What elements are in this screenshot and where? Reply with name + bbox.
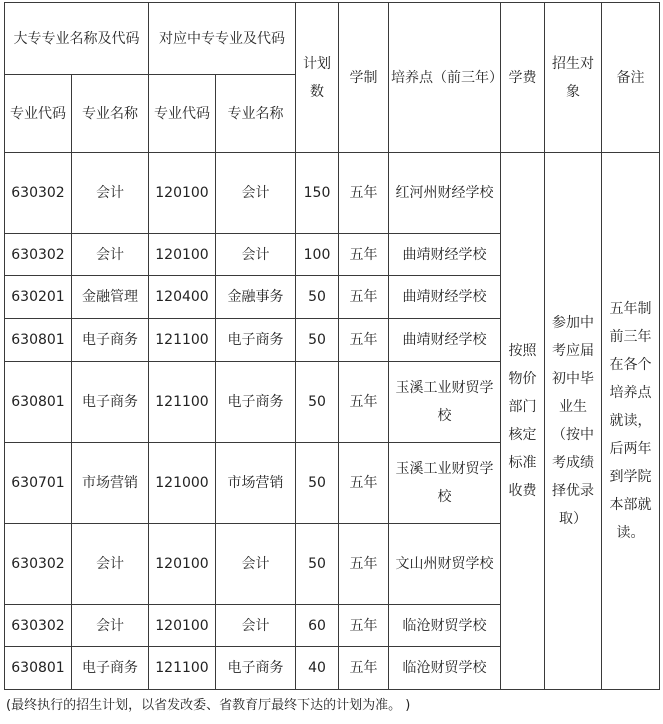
count-cell: 50 — [296, 362, 339, 443]
header-dazhuan: 大专专业名称及代码 — [5, 3, 149, 75]
duration-cell: 五年 — [339, 362, 389, 443]
count-cell: 50 — [296, 524, 339, 605]
header-fee: 学费 — [501, 3, 545, 153]
school-cell: 临沧财贸学校 — [389, 647, 501, 690]
dz-name-cell: 会计 — [72, 605, 149, 647]
enrollment-plan-table — [4, 2, 660, 690]
zz-name-cell: 会计 — [216, 234, 296, 276]
school-cell: 曲靖财经学校 — [389, 276, 501, 319]
duration-cell: 五年 — [339, 234, 389, 276]
header-plan-count: 计划数 — [296, 3, 339, 153]
dz-code-cell: 630701 — [5, 443, 72, 524]
zz-code-cell: 120400 — [149, 276, 216, 319]
header-school: 培养点（前三年） — [389, 3, 501, 153]
dz-code-cell: 630801 — [5, 647, 72, 690]
duration-cell: 五年 — [339, 524, 389, 605]
zz-name-cell: 会计 — [216, 153, 296, 234]
dz-code-cell: 630302 — [5, 605, 72, 647]
dz-name-cell: 会计 — [72, 524, 149, 605]
zz-code-cell: 120100 — [149, 153, 216, 234]
zz-code-cell: 121100 — [149, 362, 216, 443]
zz-name-cell: 电子商务 — [216, 647, 296, 690]
zz-code-cell: 120100 — [149, 524, 216, 605]
school-cell: 曲靖财经学校 — [389, 319, 501, 362]
dz-name-cell: 会计 — [72, 234, 149, 276]
zz-code-cell: 121100 — [149, 647, 216, 690]
remark-cell: 五年制前三年在各个培养点就读，后两年到学院本部就读。 — [602, 153, 660, 690]
target-cell: 参加中考应届初中毕业生（按中考成绩择优录取） — [545, 153, 602, 690]
dz-code-cell: 630201 — [5, 276, 72, 319]
dz-name-cell: 市场营销 — [72, 443, 149, 524]
zz-code-cell: 121100 — [149, 319, 216, 362]
dz-code-cell: 630302 — [5, 524, 72, 605]
dz-name-cell: 金融管理 — [72, 276, 149, 319]
header-zz-name: 专业名称 — [216, 75, 296, 153]
footnote: (最终执行的招生计划，以省发改委、省教育厅最终下达的计划为准。 ) — [6, 698, 411, 713]
zz-code-cell: 120100 — [149, 234, 216, 276]
count-cell: 150 — [296, 153, 339, 234]
duration-cell: 五年 — [339, 443, 389, 524]
zz-name-cell: 电子商务 — [216, 362, 296, 443]
count-cell: 40 — [296, 647, 339, 690]
header-duration: 学制 — [339, 3, 389, 153]
zz-name-cell: 市场营销 — [216, 443, 296, 524]
count-cell: 60 — [296, 605, 339, 647]
school-cell: 文山州财贸学校 — [389, 524, 501, 605]
school-cell: 曲靖财经学校 — [389, 234, 501, 276]
duration-cell: 五年 — [339, 276, 389, 319]
header-remark: 备注 — [602, 3, 660, 153]
zz-name-cell: 会计 — [216, 524, 296, 605]
zz-name-cell: 会计 — [216, 605, 296, 647]
school-cell: 红河州财经学校 — [389, 153, 501, 234]
header-zz-code: 专业代码 — [149, 75, 216, 153]
count-cell: 100 — [296, 234, 339, 276]
school-cell: 临沧财贸学校 — [389, 605, 501, 647]
duration-cell: 五年 — [339, 153, 389, 234]
fee-cell: 按照物价部门核定标准收费 — [501, 153, 545, 690]
dz-code-cell: 630801 — [5, 319, 72, 362]
duration-cell: 五年 — [339, 319, 389, 362]
dz-code-cell: 630801 — [5, 362, 72, 443]
dz-code-cell: 630302 — [5, 234, 72, 276]
dz-code-cell: 630302 — [5, 153, 72, 234]
dz-name-cell: 会计 — [72, 153, 149, 234]
header-target: 招生对象 — [545, 3, 602, 153]
header-row-1 — [5, 3, 660, 75]
school-cell: 玉溪工业财贸学校 — [389, 362, 501, 443]
dz-name-cell: 电子商务 — [72, 319, 149, 362]
zz-code-cell: 120100 — [149, 605, 216, 647]
table-row — [5, 153, 660, 234]
zz-name-cell: 电子商务 — [216, 319, 296, 362]
count-cell: 50 — [296, 319, 339, 362]
duration-cell: 五年 — [339, 605, 389, 647]
school-cell: 玉溪工业财贸学校 — [389, 443, 501, 524]
header-zhongzhuan: 对应中专专业及代码 — [149, 3, 296, 75]
duration-cell: 五年 — [339, 647, 389, 690]
count-cell: 50 — [296, 276, 339, 319]
dz-name-cell: 电子商务 — [72, 362, 149, 443]
header-dz-code: 专业代码 — [5, 75, 72, 153]
count-cell: 50 — [296, 443, 339, 524]
dz-name-cell: 电子商务 — [72, 647, 149, 690]
zz-name-cell: 金融事务 — [216, 276, 296, 319]
header-dz-name: 专业名称 — [72, 75, 149, 153]
zz-code-cell: 121000 — [149, 443, 216, 524]
